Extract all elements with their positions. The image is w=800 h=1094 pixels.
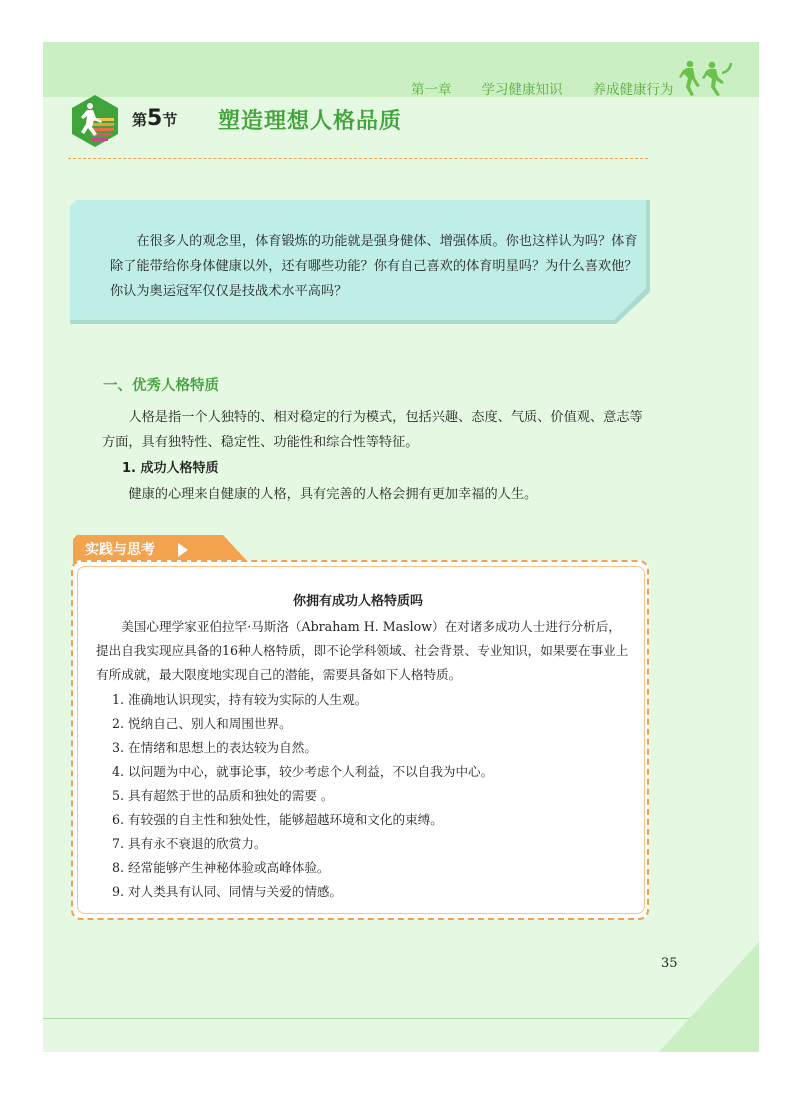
list-item: 9. 对人类具有认同、同情与关爱的情感。 (112, 884, 343, 899)
hexagon-runner-badge (68, 94, 122, 148)
chapter-title-1: 学习健康知识 (481, 82, 563, 98)
chapter-number: 第一章 (411, 82, 452, 98)
list-item: 1. 准确地认识现实，持有较为实际的人生观。 (112, 692, 368, 707)
section-number: 第5节 (132, 106, 178, 131)
list-item: 6. 有较强的自主性和独处性，能够超越环境和文化的束缚。 (112, 812, 443, 827)
section-number-digit: 5 (147, 106, 163, 131)
list-item: 7. 具有永不衰退的欣赏力。 (112, 836, 267, 851)
play-arrow-icon (178, 543, 188, 557)
chapter-title-2: 养成健康行为 (592, 82, 674, 98)
list-item: 2. 悦纳自己、别人和周围世界。 (112, 716, 292, 731)
section-title: 塑造理想人格品质 (218, 109, 403, 134)
page-number: 35 (661, 956, 678, 971)
section-divider (68, 158, 648, 159)
list-item: 5. 具有超然于世的品质和独处的需要 。 (112, 788, 334, 803)
footer-rule (43, 1018, 759, 1019)
list-item: 4. 以问题为中心，就事论事，较少考虑个人利益，不以自我为中心。 (112, 764, 494, 779)
heading-personality-traits: 一、优秀人格特质 (103, 378, 219, 394)
success-traits-text: 健康的心理来自健康的人格，具有完善的人格会拥有更加幸福的人生。 (128, 487, 538, 502)
list-item: 8. 经常能够产生神秘体验或高峰体验。 (112, 860, 330, 875)
practice-tab-label: 实践与思考 (85, 542, 155, 558)
personality-definition: 人格是指一个人独特的、相对稳定的行为模式，包括兴趣、态度、气质、价值观、意志等方面，具有独特性、稳定性、功能性和综合性等特征。 (102, 410, 643, 450)
subheading-success-traits: 1. 成功人格特质 (122, 461, 219, 476)
list-item: 3. 在情绪和思想上的表达较为自然。 (112, 740, 317, 755)
practice-paragraph: 美国心理学家亚伯拉罕·马斯洛（Abraham H. Maslow）在对诸多成功人士进行分析后，提出自我实现应具备的16种人格特质，即不论学科领域、社会背景、专业知识，如果要在事业上有所成就，最大限度地实现自己的潜能，需要具备如下人格特质。 (96, 619, 629, 682)
intro-text: 在很多人的观念里，体育锻炼的功能就是强身健体、增强体质。你也这样认为吗？体育除了能带给你身体健康以外，还有哪些功能？你有自己喜欢的体育明星吗？为什么喜欢他？你认为奥运冠军仅仅是技战术水平高吗？ (110, 234, 638, 299)
runners-icon (676, 59, 732, 97)
trait-list (112, 688, 493, 904)
practice-title: 你拥有成功人格特质吗 (292, 594, 423, 609)
section-header (68, 94, 668, 148)
